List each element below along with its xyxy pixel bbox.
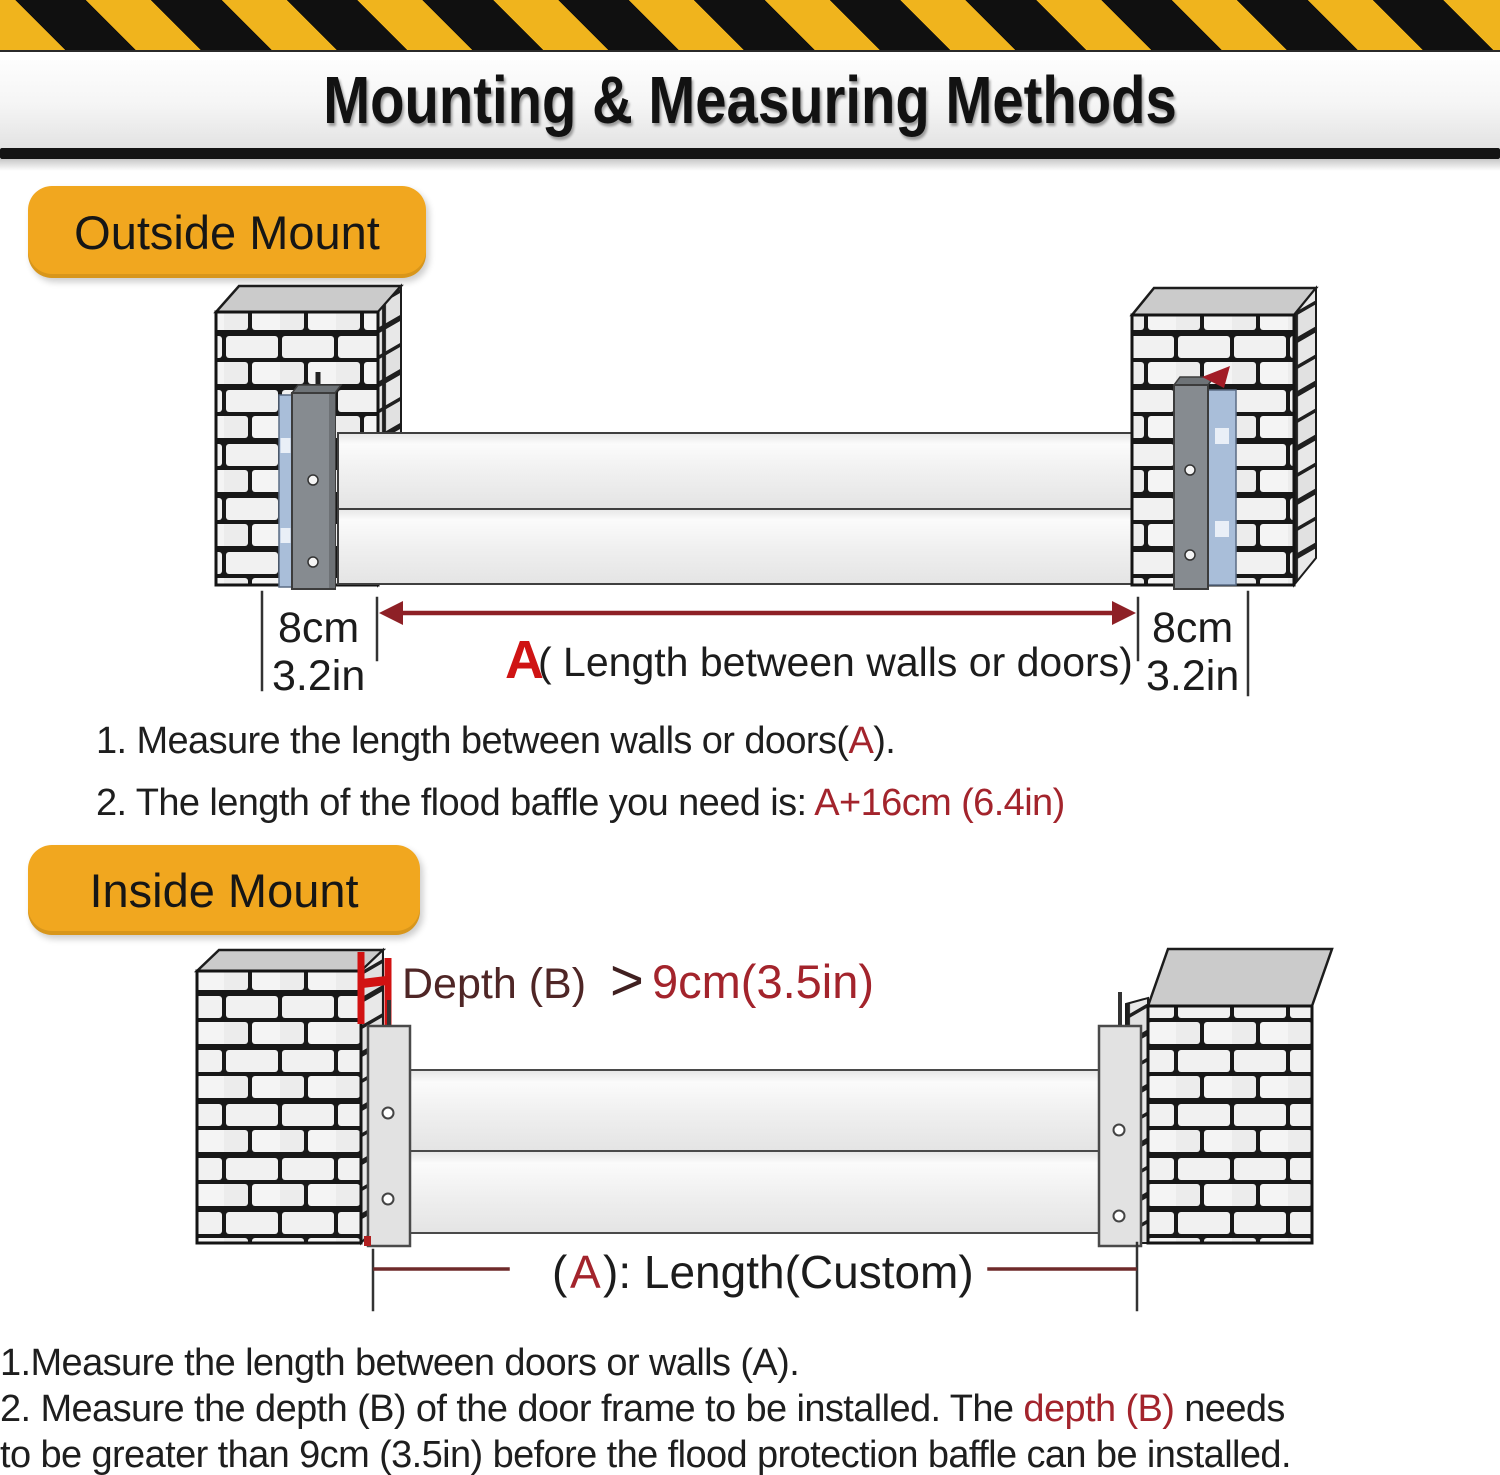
screw-hole (1114, 1125, 1125, 1136)
outside-measurements (262, 592, 1248, 700)
outside-mount-badge-label: Outside Mount (74, 205, 380, 259)
title-band (0, 52, 1500, 148)
seal-strip (1208, 390, 1236, 585)
left-mounting-bracket (279, 372, 341, 589)
screw-hole (1185, 465, 1195, 475)
screw-hole (383, 1108, 394, 1119)
barrier-top-panel (410, 1070, 1101, 1151)
greater-than-sign: > (610, 948, 644, 1013)
inside-mount-diagram (0, 940, 1500, 1332)
depth-value: 9cm(3.5in) (652, 955, 875, 1008)
left-offset-cm: 8cm (278, 604, 360, 652)
step-text: needs (1174, 1388, 1285, 1430)
screw-hole (308, 557, 318, 567)
header-divider-shadow (0, 159, 1500, 171)
flood-barrier (338, 433, 1174, 584)
length-note (552, 1246, 974, 1298)
span-label: ( Length between walls or doors) (538, 639, 1133, 685)
depth-indicator-crossbar (358, 980, 391, 984)
screw-hole (383, 1194, 394, 1205)
arrow-head-left-icon (379, 601, 403, 625)
length-label: ): Length(Custom) (603, 1246, 974, 1298)
outside-mount-badge (28, 186, 426, 278)
inside-step-1 (0, 1340, 1500, 1386)
step-text: 2. Measure the depth (B) of the door frame to be installed. The (0, 1388, 1024, 1430)
pillar-top-face (1132, 288, 1316, 315)
seal-slot (1215, 428, 1229, 444)
header-divider-bar (0, 148, 1500, 159)
pillar-front-face (197, 971, 361, 1243)
arrow-head-right-icon (1112, 601, 1136, 625)
inside-left-pillar (197, 950, 383, 1243)
screw-hole (1114, 1211, 1125, 1222)
step-text: 1.Measure the length between doors or walls (A). (0, 1342, 800, 1384)
step-accent: A+16cm (6.4in) (814, 782, 1065, 824)
pillar-side-face (1294, 288, 1316, 585)
seal-strip (279, 395, 292, 587)
bracket-top-bevel (292, 385, 341, 393)
inside-mount-badge-label: Inside Mount (89, 863, 359, 917)
right-mounting-bracket (1174, 366, 1236, 589)
left-offset-in: 3.2in (272, 652, 366, 700)
depth-note (402, 948, 874, 1013)
inside-step-2-line-1 (0, 1386, 1500, 1432)
bracket-edge-shade (329, 394, 335, 588)
pillar-front-face (1148, 1006, 1312, 1243)
inside-right-pillar (1126, 949, 1332, 1243)
outside-step-2 (96, 778, 1476, 828)
step-accent: A (848, 720, 874, 762)
inside-mount-badge (28, 845, 420, 935)
right-offset-cm: 8cm (1152, 604, 1234, 652)
depth-label: Depth (B) (402, 960, 587, 1008)
right-offset-in: 3.2in (1146, 652, 1240, 700)
left-channel-bracket (364, 1000, 410, 1246)
length-open-paren: ( (552, 1246, 568, 1298)
step-text: 2. The length of the flood baffle you need is: (96, 782, 815, 824)
step-accent: depth (B) (1023, 1388, 1175, 1430)
outside-mount-steps (96, 716, 1476, 828)
barrier-bottom-panel (410, 1151, 1101, 1233)
page-title: Mounting & Measuring Methods (323, 62, 1177, 138)
span-letter-a: A (505, 630, 544, 690)
seal-slot (281, 438, 291, 453)
pillar-top-face (197, 950, 383, 971)
inside-step-2-line-2 (0, 1432, 1500, 1475)
red-base-mark (364, 1236, 371, 1246)
screw-hole (1185, 550, 1195, 560)
inside-measurements (373, 1243, 1137, 1310)
caution-tape-stripe (0, 0, 1500, 52)
right-channel-bracket (1099, 992, 1141, 1246)
inside-mount-steps (0, 1340, 1500, 1475)
pillar-top-face (1148, 949, 1332, 1006)
barrier-top-panel (338, 433, 1174, 509)
length-letter-a: A (570, 1246, 601, 1298)
step-text: 1. Measure the length between walls or doors( (96, 720, 849, 762)
step-text: ). (873, 720, 896, 762)
screw-hole (308, 475, 318, 485)
pillar-top-face (216, 286, 401, 312)
bracket-body (368, 1026, 410, 1246)
outside-mount-diagram (0, 280, 1500, 700)
seal-slot (281, 528, 291, 543)
seal-slot (1215, 521, 1229, 537)
step-text: to be greater than 9cm (3.5in) before the flood protection baffle can be installed. (0, 1434, 1291, 1475)
barrier-bottom-panel (338, 509, 1174, 584)
flood-barrier (410, 1070, 1101, 1233)
outside-step-1 (96, 716, 1476, 766)
